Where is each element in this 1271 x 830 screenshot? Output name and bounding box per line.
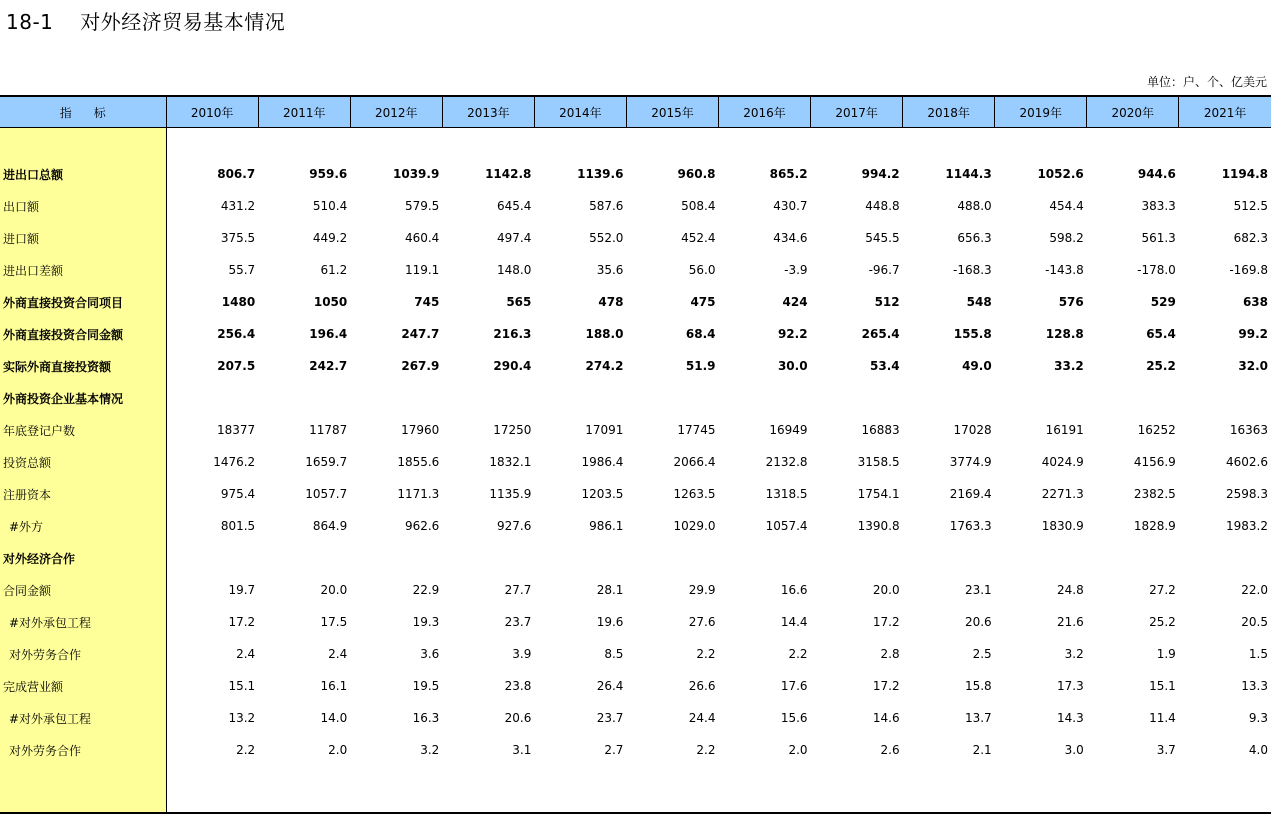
value-cell: 267.9 [401,359,440,373]
value-cell: 16949 [769,423,808,437]
table-row [0,350,1271,382]
value-cell: 865.2 [769,167,808,181]
value-cell: -143.8 [1045,263,1084,277]
value-cell: 745 [414,295,440,309]
value-cell [626,542,718,574]
value-cell: 682.3 [1233,231,1268,245]
table-row [0,702,1271,734]
value-cell: 28.1 [596,583,624,597]
row-label: 外商投资企业基本情况 [0,382,166,414]
value-cell: 15.8 [964,679,992,693]
value-cell: 529 [1150,295,1176,309]
value-cell: 274.2 [585,359,624,373]
value-cell: 561.3 [1141,231,1176,245]
value-cell: 565 [506,295,532,309]
value-cell: 16252 [1137,423,1176,437]
value-cell: 256.4 [217,327,256,341]
value-cell: 19.5 [412,679,440,693]
value-cell: 29.9 [688,583,716,597]
value-cell: 247.7 [401,327,440,341]
value-cell: -169.8 [1229,263,1268,277]
value-cell [258,382,350,414]
table-row [0,606,1271,638]
value-cell: 14.0 [320,711,348,725]
value-cell: 16.1 [320,679,348,693]
value-cell: 23.8 [504,679,532,693]
value-cell: 545.5 [865,231,900,245]
value-cell: 17250 [493,423,532,437]
value-cell [534,542,626,574]
value-cell: 17.3 [1057,679,1084,693]
row-label: 年底登记户数 [0,414,166,446]
value-cell: 16883 [861,423,900,437]
value-cell: 265.4 [861,327,900,341]
value-cell [1087,542,1179,574]
value-cell: 8.5 [604,647,624,661]
value-cell: 119.1 [404,263,440,277]
value-cell [719,382,811,414]
value-cell: 452.4 [681,231,716,245]
value-cell: 587.6 [589,199,624,213]
value-cell: 92.2 [777,327,808,341]
value-cell: 53.4 [870,359,900,373]
value-cell: 27.7 [504,583,532,597]
value-cell: 23.1 [964,583,992,597]
value-cell: 1763.3 [949,519,992,533]
table-row [0,318,1271,350]
value-cell: 242.7 [309,359,348,373]
header-year: 2017年 [811,96,903,128]
value-cell [350,542,442,574]
value-cell: 1318.5 [765,487,808,501]
value-cell: 1135.9 [489,487,532,501]
value-cell: 383.3 [1141,199,1176,213]
value-cell: 22.0 [1241,583,1268,597]
value-cell: 2271.3 [1041,487,1084,501]
value-cell: 27.2 [1149,583,1176,597]
value-cell: 430.7 [773,199,808,213]
value-cell: 3774.9 [949,455,992,469]
table-row [0,670,1271,702]
header-row [0,96,1271,128]
value-cell: 2.6 [880,743,900,757]
value-cell: 30.0 [777,359,808,373]
value-cell: 18377 [217,423,256,437]
value-cell: 14.3 [1057,711,1084,725]
value-cell: 23.7 [596,711,624,725]
value-cell: 9.3 [1248,711,1268,725]
value-cell: 1057.4 [765,519,808,533]
value-cell: 68.4 [685,327,716,341]
row-label: 投资总额 [0,446,166,478]
value-cell: 460.4 [404,231,440,245]
value-cell: 14.6 [872,711,900,725]
row-label: 完成营业额 [0,670,166,702]
value-cell: 24.4 [688,711,716,725]
value-cell: 3158.5 [857,455,900,469]
value-cell: 645.4 [497,199,532,213]
value-cell [903,382,995,414]
value-cell [442,382,534,414]
value-cell: 4156.9 [1133,455,1176,469]
header-year: 2019年 [995,96,1087,128]
table-row [0,734,1271,766]
value-cell: 3.7 [1156,743,1176,757]
value-cell: 32.0 [1238,359,1268,373]
value-cell: 16.6 [780,583,808,597]
value-cell: 959.6 [309,167,348,181]
header-year: 2018年 [903,96,995,128]
table-row [0,638,1271,670]
table-row [0,478,1271,510]
value-cell: 994.2 [861,167,900,181]
value-cell: 638 [1242,295,1268,309]
value-cell: 2.7 [604,743,624,757]
value-cell: 598.2 [1049,231,1084,245]
value-cell: 1194.8 [1221,167,1268,181]
value-cell [534,382,626,414]
value-cell: 475 [690,295,716,309]
value-cell: 216.3 [493,327,532,341]
value-cell: 2.2 [236,743,256,757]
value-cell: 576 [1058,295,1084,309]
value-cell: 25.2 [1149,615,1176,629]
value-cell: 17028 [953,423,992,437]
value-cell: 3.6 [420,647,440,661]
value-cell: 1029.0 [673,519,716,533]
value-cell: 1050 [313,295,348,309]
row-label: 对外劳务合作 [0,734,166,766]
value-cell: 15.6 [780,711,808,725]
value-cell: 1832.1 [489,455,532,469]
unit-note: 单位：户、个、亿美元 [1146,75,1267,89]
value-cell: 1263.5 [673,487,716,501]
value-cell: 579.5 [404,199,440,213]
value-cell: 448.8 [865,199,900,213]
value-cell: 17.2 [872,679,900,693]
tail-label-cell [0,766,166,813]
value-cell [166,382,258,414]
value-cell: 1476.2 [213,455,256,469]
value-cell [442,542,534,574]
value-cell: 11.4 [1149,711,1176,725]
value-cell: 2.1 [972,743,992,757]
row-label: 进口额 [0,222,166,254]
value-cell: 20.0 [872,583,900,597]
value-cell [258,542,350,574]
value-cell: 497.4 [497,231,532,245]
value-cell: 434.6 [773,231,808,245]
value-cell: 4.0 [1248,743,1268,757]
table-row [0,414,1271,446]
value-cell: 512.5 [1233,199,1268,213]
value-cell: 1830.9 [1041,519,1084,533]
value-cell: 1144.3 [945,167,992,181]
row-label: 出口额 [0,190,166,222]
table-title: 对外经济贸易基本情况 [80,10,286,34]
value-cell: 1480 [221,295,256,309]
value-cell: -3.9 [784,263,808,277]
value-cell: 508.4 [681,199,716,213]
value-cell: 1659.7 [305,455,348,469]
header-year: 2016年 [719,96,811,128]
value-cell: 2.0 [788,743,808,757]
spacer-cell [166,128,1271,159]
value-cell: 51.9 [685,359,716,373]
value-cell [350,382,442,414]
value-cell: 20.6 [504,711,532,725]
header-year: 2021年 [1179,96,1271,128]
row-label: #外方 [0,510,166,542]
value-cell [1179,382,1271,414]
value-cell: 17.2 [872,615,900,629]
value-cell: 2598.3 [1226,487,1268,501]
value-cell: 99.2 [1238,327,1268,341]
value-cell: 3.9 [512,647,532,661]
value-cell: 3.2 [1064,647,1084,661]
header-indicator: 指标 [0,96,166,128]
value-cell: 23.7 [504,615,532,629]
value-cell: 19.3 [412,615,440,629]
value-cell: 1828.9 [1133,519,1176,533]
table-row [0,574,1271,606]
value-cell: 16363 [1229,423,1268,437]
value-cell [626,382,718,414]
statistics-table [0,95,1271,814]
value-cell: 21.6 [1057,615,1084,629]
row-label: 合同金额 [0,574,166,606]
table-row [0,542,1271,574]
value-cell: 960.8 [677,167,716,181]
value-cell: 1039.9 [393,167,440,181]
value-cell: 55.7 [228,263,256,277]
value-cell: 26.6 [688,679,716,693]
value-cell: 188.0 [585,327,624,341]
spacer-row [0,128,1271,159]
value-cell: 24.8 [1057,583,1084,597]
value-cell: 1203.5 [581,487,624,501]
value-cell: 290.4 [493,359,532,373]
value-cell: 33.2 [1054,359,1084,373]
value-cell: 11787 [309,423,348,437]
value-cell: 975.4 [220,487,256,501]
value-cell: 2.4 [236,647,256,661]
value-cell: 548 [966,295,992,309]
value-cell: 49.0 [962,359,992,373]
value-cell: 656.3 [957,231,992,245]
value-cell: 454.4 [1049,199,1084,213]
value-cell: 22.9 [412,583,440,597]
table-row [0,510,1271,542]
value-cell: 2.8 [880,647,900,661]
table-row [0,158,1271,190]
value-cell: 1057.7 [305,487,348,501]
value-cell: 375.5 [220,231,256,245]
value-cell: 16.3 [412,711,440,725]
value-cell: 864.9 [312,519,348,533]
value-cell: 2.4 [328,647,348,661]
value-cell: 3.1 [512,743,532,757]
value-cell: 510.4 [312,199,348,213]
value-cell [995,382,1087,414]
value-cell: 1986.4 [581,455,624,469]
value-cell: 944.6 [1137,167,1176,181]
value-cell [811,542,903,574]
value-cell: 26.4 [596,679,624,693]
table-number: 18-1 [6,10,54,34]
value-cell: 2132.8 [765,455,808,469]
value-cell: 986.1 [589,519,624,533]
value-cell: 1139.6 [577,167,624,181]
value-cell: 207.5 [217,359,256,373]
value-cell [903,542,995,574]
value-cell: 424 [782,295,808,309]
value-cell: 3.2 [420,743,440,757]
value-cell [1179,542,1271,574]
row-label: 对外劳务合作 [0,638,166,670]
table-row [0,190,1271,222]
row-label: #对外承包工程 [0,702,166,734]
value-cell: 1142.8 [485,167,532,181]
value-cell: 552.0 [589,231,624,245]
value-cell: 1171.3 [397,487,440,501]
value-cell: 2.2 [696,743,716,757]
header-year: 2013年 [442,96,534,128]
row-label: 进出口总额 [0,158,166,190]
value-cell: 13.7 [964,711,992,725]
value-cell: 1052.6 [1037,167,1084,181]
header-year: 2010年 [166,96,258,128]
table-body [0,128,1271,814]
value-cell: -96.7 [868,263,900,277]
value-cell: -178.0 [1137,263,1176,277]
header-year: 2012年 [350,96,442,128]
value-cell: 196.4 [309,327,348,341]
value-cell: 2169.4 [949,487,992,501]
value-cell: 35.6 [596,263,624,277]
value-cell [166,542,258,574]
tail-spacer-row [0,766,1271,813]
value-cell: 1983.2 [1226,519,1268,533]
value-cell: 2.0 [328,743,348,757]
value-cell: 14.4 [780,615,808,629]
table-row [0,446,1271,478]
value-cell [811,382,903,414]
value-cell: 962.6 [404,519,440,533]
row-label: 外商直接投资合同金额 [0,318,166,350]
value-cell: 1.5 [1248,647,1268,661]
value-cell: 19.6 [596,615,624,629]
row-label: 外商直接投资合同项目 [0,286,166,318]
value-cell: 1390.8 [857,519,900,533]
value-cell: 1855.6 [397,455,440,469]
table-row [0,286,1271,318]
page-title [6,6,285,35]
value-cell: 25.2 [1146,359,1176,373]
value-cell: 17091 [585,423,624,437]
value-cell [1087,382,1179,414]
spacer-label-cell [0,128,166,159]
value-cell: 20.6 [964,615,992,629]
value-cell: 13.2 [228,711,256,725]
value-cell: 4602.6 [1226,455,1268,469]
value-cell: 431.2 [220,199,256,213]
value-cell: 20.5 [1241,615,1268,629]
value-cell: 2382.5 [1133,487,1176,501]
value-cell: 13.3 [1241,679,1268,693]
value-cell [995,542,1087,574]
header-year: 2014年 [534,96,626,128]
value-cell: 801.5 [220,519,256,533]
header-year: 2015年 [626,96,718,128]
value-cell: -168.3 [953,263,992,277]
header-year: 2011年 [258,96,350,128]
row-label: #对外承包工程 [0,606,166,638]
value-cell: 19.7 [228,583,256,597]
value-cell: 16191 [1045,423,1084,437]
value-cell: 17.6 [780,679,808,693]
value-cell: 2066.4 [673,455,716,469]
value-cell: 488.0 [957,199,992,213]
row-label: 进出口差额 [0,254,166,286]
value-cell: 3.0 [1064,743,1084,757]
value-cell: 61.2 [320,263,348,277]
value-cell: 4024.9 [1041,455,1084,469]
table-row [0,222,1271,254]
value-cell [719,542,811,574]
value-cell: 56.0 [688,263,716,277]
tail-cell [166,766,1271,813]
value-cell: 1754.1 [857,487,900,501]
value-cell: 1.9 [1156,647,1176,661]
row-label: 注册资本 [0,478,166,510]
value-cell: 927.6 [497,519,532,533]
value-cell: 15.1 [228,679,256,693]
value-cell: 17745 [677,423,716,437]
value-cell: 148.0 [497,263,532,277]
value-cell: 512 [874,295,900,309]
header-year: 2020年 [1087,96,1179,128]
value-cell: 27.6 [688,615,716,629]
table-row [0,254,1271,286]
value-cell: 449.2 [312,231,348,245]
value-cell: 2.5 [972,647,992,661]
value-cell: 128.8 [1045,327,1084,341]
value-cell: 478 [598,295,624,309]
table-row [0,382,1271,414]
value-cell: 155.8 [953,327,992,341]
value-cell: 65.4 [1146,327,1176,341]
row-label: 实际外商直接投资额 [0,350,166,382]
value-cell: 17.5 [320,615,348,629]
row-label: 对外经济合作 [0,542,166,574]
value-cell: 15.1 [1149,679,1176,693]
value-cell: 2.2 [788,647,808,661]
value-cell: 2.2 [696,647,716,661]
value-cell: 20.0 [320,583,348,597]
value-cell: 17.2 [228,615,256,629]
value-cell: 806.7 [217,167,256,181]
value-cell: 17960 [401,423,440,437]
